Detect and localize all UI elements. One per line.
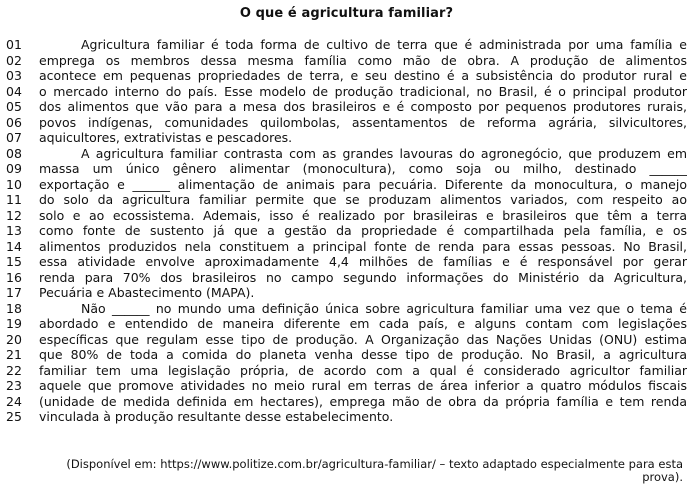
text-line — [6, 223, 687, 239]
line-number: 18 — [6, 300, 22, 316]
text-line — [6, 394, 687, 410]
text-line — [6, 115, 687, 131]
text-line — [6, 37, 687, 53]
text-line — [6, 177, 687, 193]
text-line — [6, 68, 687, 84]
line-number: 12 — [6, 207, 22, 223]
text-line — [6, 332, 687, 348]
line-text: solo e ao ecossistema. Ademais, isso é realizado por brasileiras e brasileiros que têm a terra — [39, 207, 687, 223]
line-text: abordado e entendido de maneira diferente em cada país, e alguns contam com legislações — [39, 316, 687, 331]
line-number: 03 — [6, 68, 22, 83]
line-number: 17 — [6, 285, 22, 300]
text-line — [6, 316, 687, 332]
text-line — [6, 285, 687, 301]
line-number: 16 — [6, 269, 22, 285]
text-line — [6, 192, 687, 208]
line-number: 06 — [6, 114, 22, 130]
text-line — [6, 254, 687, 270]
text-line — [6, 161, 687, 177]
line-text: alimentos produzidos nela constituem a principal fonte de renda para essas pessoas. No Brasil, — [39, 238, 687, 254]
line-number: 08 — [6, 145, 22, 161]
line-number: 23 — [6, 378, 22, 393]
text-line — [6, 378, 687, 394]
text-line — [6, 270, 687, 286]
line-text: (unidade de medida definida em hectares), emprega mão de obra da própria família e tem renda — [39, 393, 687, 409]
line-text: vinculada à produção resultante desse estabelecimento. — [39, 409, 394, 424]
line-text: acontece em pequenas propriedades de terra, e seu destino é a subsistência do produtor rural e — [39, 68, 687, 83]
text-line — [6, 208, 687, 224]
line-number: 20 — [6, 331, 22, 347]
line-number: 10 — [6, 176, 22, 192]
line-number: 22 — [6, 362, 22, 378]
line-number: 09 — [6, 161, 22, 176]
text-line — [6, 146, 687, 162]
line-text: aquicultores, extrativistas e pescadores. — [39, 130, 293, 145]
text-line — [6, 53, 687, 69]
text-line — [6, 347, 687, 363]
line-number: 15 — [6, 254, 22, 269]
line-text: A agricultura familiar contrasta com as grandes lavouras do agronegócio, que produzem em — [81, 145, 687, 161]
line-number: 13 — [6, 223, 22, 238]
line-number: 24 — [6, 393, 22, 409]
line-text: emprega os membros dessa mesma família como mão de obra. A produção de alimentos — [39, 52, 687, 68]
line-text: exportação e ______ alimentação de animais para pecuária. Diferente da monocultura, o manejo — [39, 176, 687, 192]
line-number: 14 — [6, 238, 22, 254]
line-text: aquele que promove atividades no meio rural em terras de área inferior a quatro módulos fiscais — [39, 378, 687, 393]
text-line — [6, 84, 687, 100]
line-number: 11 — [6, 192, 22, 207]
text-line — [6, 130, 687, 146]
line-number: 02 — [6, 52, 22, 68]
line-text: Pecuária e Abastecimento (MAPA). — [39, 285, 255, 300]
line-text: que 80% de toda a comida do planeta venha desse tipo de produção. No Brasil, a agricultura — [39, 347, 687, 362]
text-line — [6, 239, 687, 255]
line-number: 04 — [6, 83, 22, 99]
text-line — [6, 301, 687, 317]
source-citation: (Disponível em: https://www.politize.com.br/agricultura-familiar/ – texto adaptado especialmente para esta prova). — [66, 457, 683, 484]
line-number: 21 — [6, 347, 22, 362]
text-line — [6, 99, 687, 115]
page-title: O que é agricultura familiar? — [239, 6, 454, 21]
line-text: o mercado interno do país. Esse modelo de produção tradicional, no Brasil, é o principal produtor — [39, 83, 687, 99]
line-number: 07 — [6, 130, 22, 145]
line-text: Não ______ no mundo uma definição única sobre agricultura familiar uma vez que o tema é — [81, 300, 687, 316]
line-text: renda para 70% dos brasileiros no campo segundo informações do Ministério da Agricultura, — [39, 269, 687, 285]
line-number: 01 — [6, 37, 22, 52]
line-number: 25 — [6, 409, 22, 424]
line-text: familiar tem uma legislação própria, de acordo com a qual é considerado agricultor familiar — [39, 362, 687, 378]
line-text: Agricultura familiar é toda forma de cultivo de terra que é administrada por uma família e — [81, 37, 687, 52]
line-text: povos indígenas, comunidades quilombolas, assentamentos de reforma agrária, silvicultores, — [39, 114, 687, 130]
line-text: dos alimentos que vão para a mesa dos brasileiros e é composto por pequenos produtores rurais, — [39, 99, 687, 114]
text-line — [6, 363, 687, 379]
numbered-text-body — [6, 37, 687, 425]
line-number: 19 — [6, 316, 22, 331]
text-line — [6, 409, 687, 425]
line-text: do solo da agricultura familiar permite que se produzam alimentos variados, com respeito ao — [39, 192, 687, 207]
line-text: essa atividade envolve aproximadamente 4,4 milhões de famílias e é responsável por gerar — [39, 254, 687, 269]
line-text: massa um único gênero alimentar (monocultura), como soja ou milho, destinado ______ — [39, 161, 687, 176]
line-text: como fonte de sustento já que a gestão da propriedade é compartilhada pela família, e os — [39, 223, 687, 238]
line-text: específicas que regulam esse tipo de produção. A Organização das Nações Unidas (ONU) estima — [39, 331, 687, 347]
line-number: 05 — [6, 99, 22, 114]
